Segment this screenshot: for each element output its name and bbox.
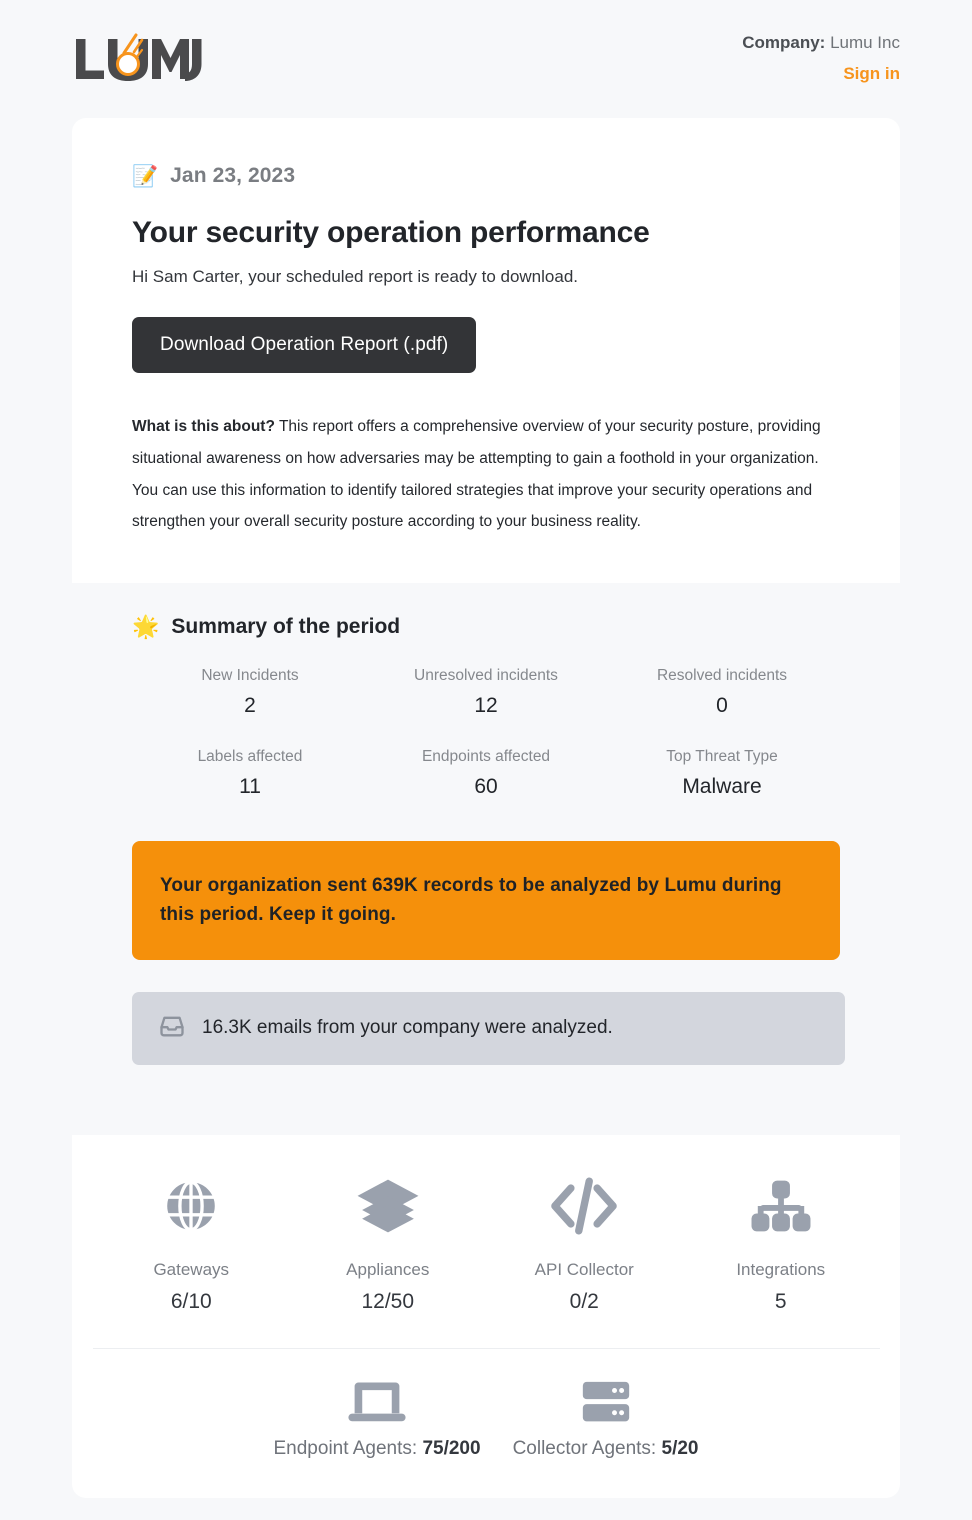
stat-new-incidents bbox=[132, 667, 368, 718]
collector-value: 12/50 bbox=[361, 1290, 415, 1313]
stat-resolved-incidents bbox=[604, 667, 840, 718]
agent-label: Collector Agents: bbox=[512, 1438, 657, 1459]
company-name: Lumu Inc bbox=[830, 33, 900, 53]
header-account-info bbox=[742, 31, 900, 86]
stat-label: Endpoints affected bbox=[421, 748, 551, 765]
inbox-icon bbox=[158, 1012, 186, 1045]
stat-label: Unresolved incidents bbox=[414, 667, 558, 684]
agent-label: Endpoint Agents: bbox=[273, 1438, 418, 1459]
about-heading: What is this about? bbox=[132, 418, 275, 435]
records-banner: Your organization sent 639K records to be analyzed by Lumu during this period. Keep it going. bbox=[132, 841, 840, 960]
stat-value: 2 bbox=[244, 694, 256, 717]
collectors-row bbox=[93, 1135, 879, 1314]
collector-label: Integrations bbox=[736, 1260, 826, 1279]
report-date-row bbox=[132, 162, 840, 190]
stat-endpoints-affected bbox=[368, 748, 604, 799]
stat-value: 12 bbox=[474, 694, 498, 717]
sitemap-icon bbox=[683, 1169, 880, 1243]
stat-label: New Incidents bbox=[201, 667, 299, 684]
lumu-logo bbox=[72, 31, 202, 87]
stat-labels-affected bbox=[132, 748, 368, 799]
stat-label: Labels affected bbox=[197, 748, 303, 765]
stat-value: 60 bbox=[474, 775, 498, 798]
stat-value: Malware bbox=[682, 775, 762, 798]
agent-value: 5/20 bbox=[661, 1438, 699, 1459]
stat-value: 11 bbox=[239, 775, 261, 798]
report-date: Jan 23, 2023 bbox=[170, 164, 296, 187]
page-header bbox=[0, 0, 972, 118]
stat-top-threat-type bbox=[604, 748, 840, 799]
collector-label: API Collector bbox=[534, 1260, 634, 1279]
agent-collector bbox=[513, 1371, 699, 1460]
summary-title-row bbox=[132, 583, 840, 639]
agent-value: 75/200 bbox=[422, 1438, 481, 1459]
summary-section bbox=[72, 583, 900, 1135]
stat-label: Top Threat Type bbox=[666, 748, 778, 765]
lumu-logo-icon bbox=[72, 31, 202, 87]
collectors-card bbox=[72, 1135, 900, 1498]
agent-text bbox=[513, 1438, 699, 1460]
greeting-text: Hi Sam Carter, your scheduled report is ready to download. bbox=[132, 267, 579, 286]
about-paragraph bbox=[132, 411, 840, 538]
collector-gateways bbox=[93, 1169, 290, 1314]
download-report-button[interactable]: Download Operation Report (.pdf) bbox=[132, 317, 476, 373]
collector-value: 0/2 bbox=[569, 1290, 599, 1313]
stat-label: Resolved incidents bbox=[656, 667, 788, 684]
company-line bbox=[742, 31, 900, 56]
memo-icon: 📝 bbox=[132, 164, 159, 188]
star-icon: 🌟 bbox=[132, 614, 160, 639]
stat-value: 0 bbox=[716, 694, 728, 717]
code-icon bbox=[486, 1169, 683, 1243]
sign-in-link[interactable]: Sign in bbox=[843, 64, 900, 83]
agent-endpoint bbox=[274, 1371, 481, 1460]
agent-text bbox=[274, 1438, 481, 1460]
page-title: Your security operation performance bbox=[132, 216, 650, 249]
collector-integrations bbox=[683, 1169, 880, 1314]
laptop-icon bbox=[274, 1371, 481, 1427]
about-body: This report offers a comprehensive overview of your security posture, providing situational awareness on how adversaries may be attempting to gain a foothold in your organization. You can use this information to identify tailored strategies that improve your security operations and strengthen your overall security posture according to your business reality. bbox=[132, 418, 821, 531]
collector-label: Gateways bbox=[153, 1260, 230, 1279]
company-label: Company: bbox=[742, 33, 826, 53]
card-divider bbox=[93, 1348, 880, 1349]
collector-label: Appliances bbox=[346, 1260, 430, 1279]
globe-icon bbox=[93, 1169, 290, 1243]
emails-banner bbox=[132, 992, 845, 1065]
stat-unresolved-incidents bbox=[368, 667, 604, 718]
collector-api bbox=[486, 1169, 683, 1314]
collector-value: 5 bbox=[774, 1290, 787, 1313]
server-icon bbox=[513, 1371, 699, 1427]
summary-stats-grid bbox=[132, 667, 840, 799]
collector-appliances bbox=[290, 1169, 487, 1314]
emails-banner-text: 16.3K emails from your company were analyzed. bbox=[202, 1017, 613, 1039]
report-card bbox=[72, 118, 900, 583]
summary-title: Summary of the period bbox=[171, 615, 401, 638]
layers-icon bbox=[290, 1169, 487, 1243]
collector-value: 6/10 bbox=[170, 1290, 212, 1313]
agents-row bbox=[93, 1371, 879, 1460]
